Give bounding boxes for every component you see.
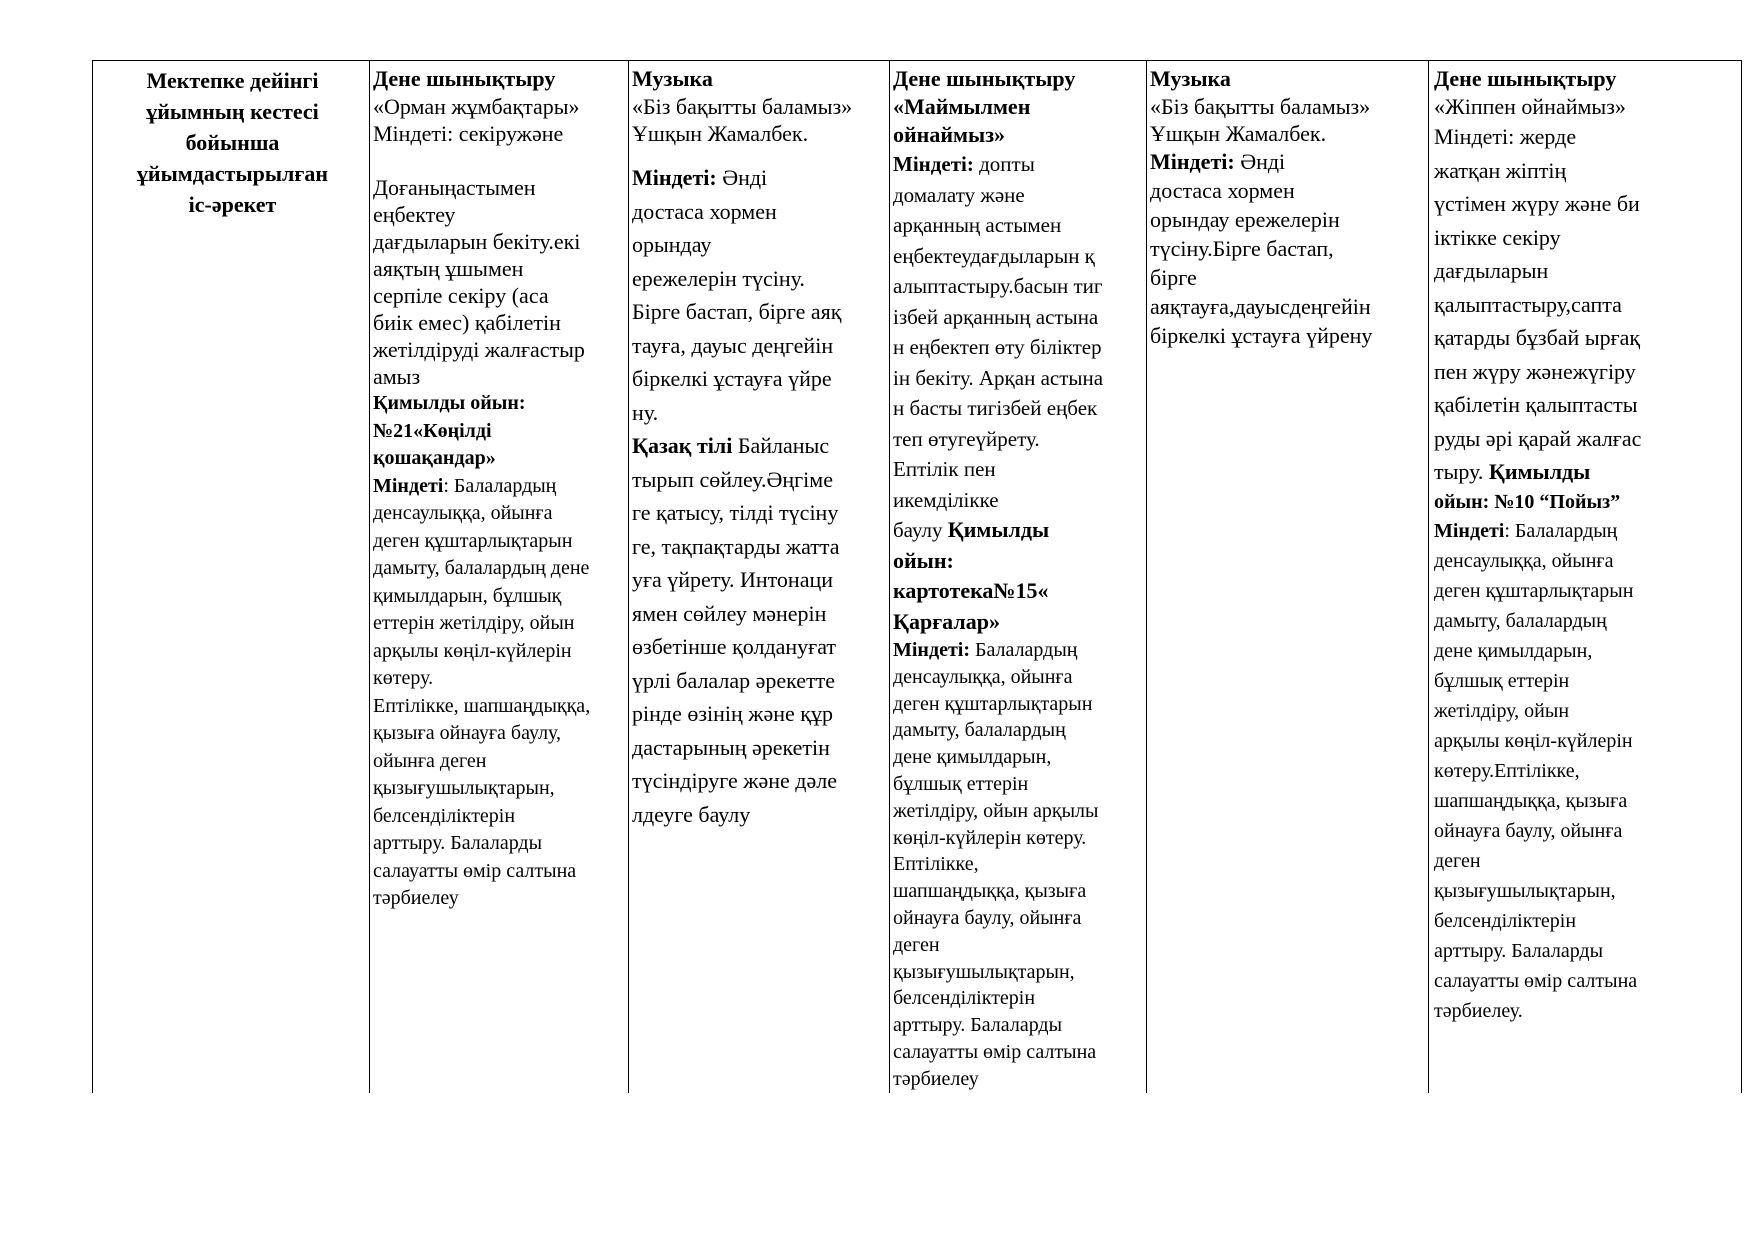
cell-title: Музыка [1150, 66, 1231, 91]
task-label: Міндеті: [893, 639, 970, 661]
game-label-line2: ойын: №10 “Пойыз” [1434, 490, 1621, 513]
cell-thursday [1150, 65, 1430, 350]
cell-title: Дене шынықтыру [893, 66, 1076, 91]
task-label: Міндеті [373, 474, 444, 497]
cell-wednesday [893, 65, 1146, 1093]
game-task [373, 473, 628, 913]
task-label: Міндеті [1434, 520, 1505, 542]
task-label: Міндеті: [1150, 149, 1235, 174]
lesson-task [893, 149, 1146, 637]
song-title: «Біз бақытты баламыз» Ұшқын Жамалбек. [632, 94, 853, 146]
task-text: Әнді достаса хормен орындау ережелерін түсіну.Бірге бастап, бірге аяқтауға,дауысдеңгейін біркелкі ұстауға үйрену [1150, 149, 1373, 348]
task-text: : Балалардың денсаулыққа, ойынға деген құштарлықтарын дамыту, балалардың дене қимылдарын, бұлшық еттерін жетілдіру, ойын арқылы көңіл-күйлерін көтеру. Ептілікке, шапшаңдыққа, қызыға ойнауға баулу, ойынға деген қызығушылықтарын, белсенділіктерін арттыру. Балаларды салауатты өмір салтына тәрбиелеу [373, 474, 591, 909]
task-text: допты домалату және арқанның астымен еңбектеудағдыларын қ алыптастыру.басын тиг ізбей арқанның астына н еңбектеп өту біліктер ін бекіту. Арқан астына н басты тигізбей еңбек теп өтугеүйрету. Ептілік пен икемділікке баулу [893, 152, 1104, 542]
column-divider-2 [628, 60, 629, 1093]
music-task [1150, 147, 1430, 350]
game-label: Қимылды [1488, 459, 1591, 484]
task-label: Міндеті: [632, 165, 717, 190]
table-border-right [1741, 60, 1742, 1093]
language-label: Қазақ тілі [632, 433, 733, 458]
game-task [893, 637, 1146, 1093]
task-text: Балалардың денсаулыққа, ойынға деген құштарлықтарын дамыту, балалардың дене қимылдарын, бұлшық еттерін жетілдіру, ойын арқылы көңіл-күйлерін көтеру. Ептілікке, шапшаңдыққа, қызыға ойнауға баулу, ойынға деген қызығушылықтарын, белсенділіктерін арттыру. Балаларды салауатты өмір салтына тәрбиелеу [893, 639, 1099, 1090]
table-top-border [92, 60, 1742, 61]
language-text: Байланыс тырып сөйлеу.Әңгіме ге қатысу, тілді түсіну ге, тақпақтарды жатта уға үйрету. Интонаци ямен сөйлеу мәнерін өзбетінше қолдануғат үрлі балалар әрекетте рінде өзінің және құр дастарының әрекетін түсіндіруге және дәле лдеуге баулу [632, 433, 840, 827]
task-text: Әнді достаса хормен орындау ережелерін түсіну. Бірге бастап, бірге аяқ тауға, дауыс деңгейін біркелкі ұстауға үйре ну. [632, 165, 842, 425]
task-text: Міндеті: жерде жатқан жіптің үстімен жүру және би іктікке секіру дағдыларын қалыптастыру,сапта қатарды бұзбай ырғақ пен жүру жәнежүгіру қабілетін қалыптасты руды әрі қарай жалғас тыру. [1434, 124, 1642, 484]
cell-title: Дене шынықтыру [1434, 66, 1617, 91]
cell-title: Музыка [632, 66, 713, 91]
cell-subtitle: «Жіппен ойнаймыз» [1434, 94, 1626, 119]
cell-friday [1434, 65, 1734, 1026]
game-label: Қимылды ойын: №21«Көңілді қошақандар» [373, 392, 526, 469]
cell-tuesday [632, 65, 892, 831]
game-label: Қимылды ойын: картотека№15« Қарғалар» [893, 517, 1050, 634]
cell-subtitle: «Маймылмен ойнаймыз» [893, 94, 1031, 147]
game-task [1434, 516, 1734, 1026]
song-title: «Біз бақытты баламыз» Ұшқын Жамалбек. [1150, 94, 1371, 146]
task-label: Міндеті: [893, 152, 974, 176]
row-header-cell: Мектепке дейінгі ұйымның кестесі бойынша ұйымдастырылған іс-әрекет [136, 68, 329, 217]
spacer [632, 147, 892, 161]
column-divider-1 [369, 60, 370, 1093]
task-text: : Балалардың денсаулыққа, ойынға деген құштарлықтарын дамыту, балалардың дене қимылдарын, бұлшық еттерін жетілдіру, ойын арқылы көңіл-күйлерін көтеру.Ептілікке, шапшаңдыққа, қызыға ойнауға баулу, ойынға деген қызығушылықтарын, белсенділіктерін арттыру. Балаларды салауатты өмір салтына тәрбиелеу. [1434, 520, 1638, 1022]
cell-title: Дене шынықтыру [373, 66, 556, 91]
lesson-task [1434, 120, 1734, 489]
column-divider-4 [1146, 60, 1147, 1093]
music-task [632, 161, 892, 429]
language-section [632, 429, 892, 831]
table-border-left [92, 60, 93, 1093]
cell-monday [373, 65, 628, 913]
cell-body: «Орман жұмбақтары» Міндеті: секіружәне Доғаныңастымен еңбектеу дағдыларын бекіту.екі аяқтың ұшымен серпіле секіру (аса биік емес) қабілетін жетілдіруді жалғастыр амыз [373, 94, 585, 389]
